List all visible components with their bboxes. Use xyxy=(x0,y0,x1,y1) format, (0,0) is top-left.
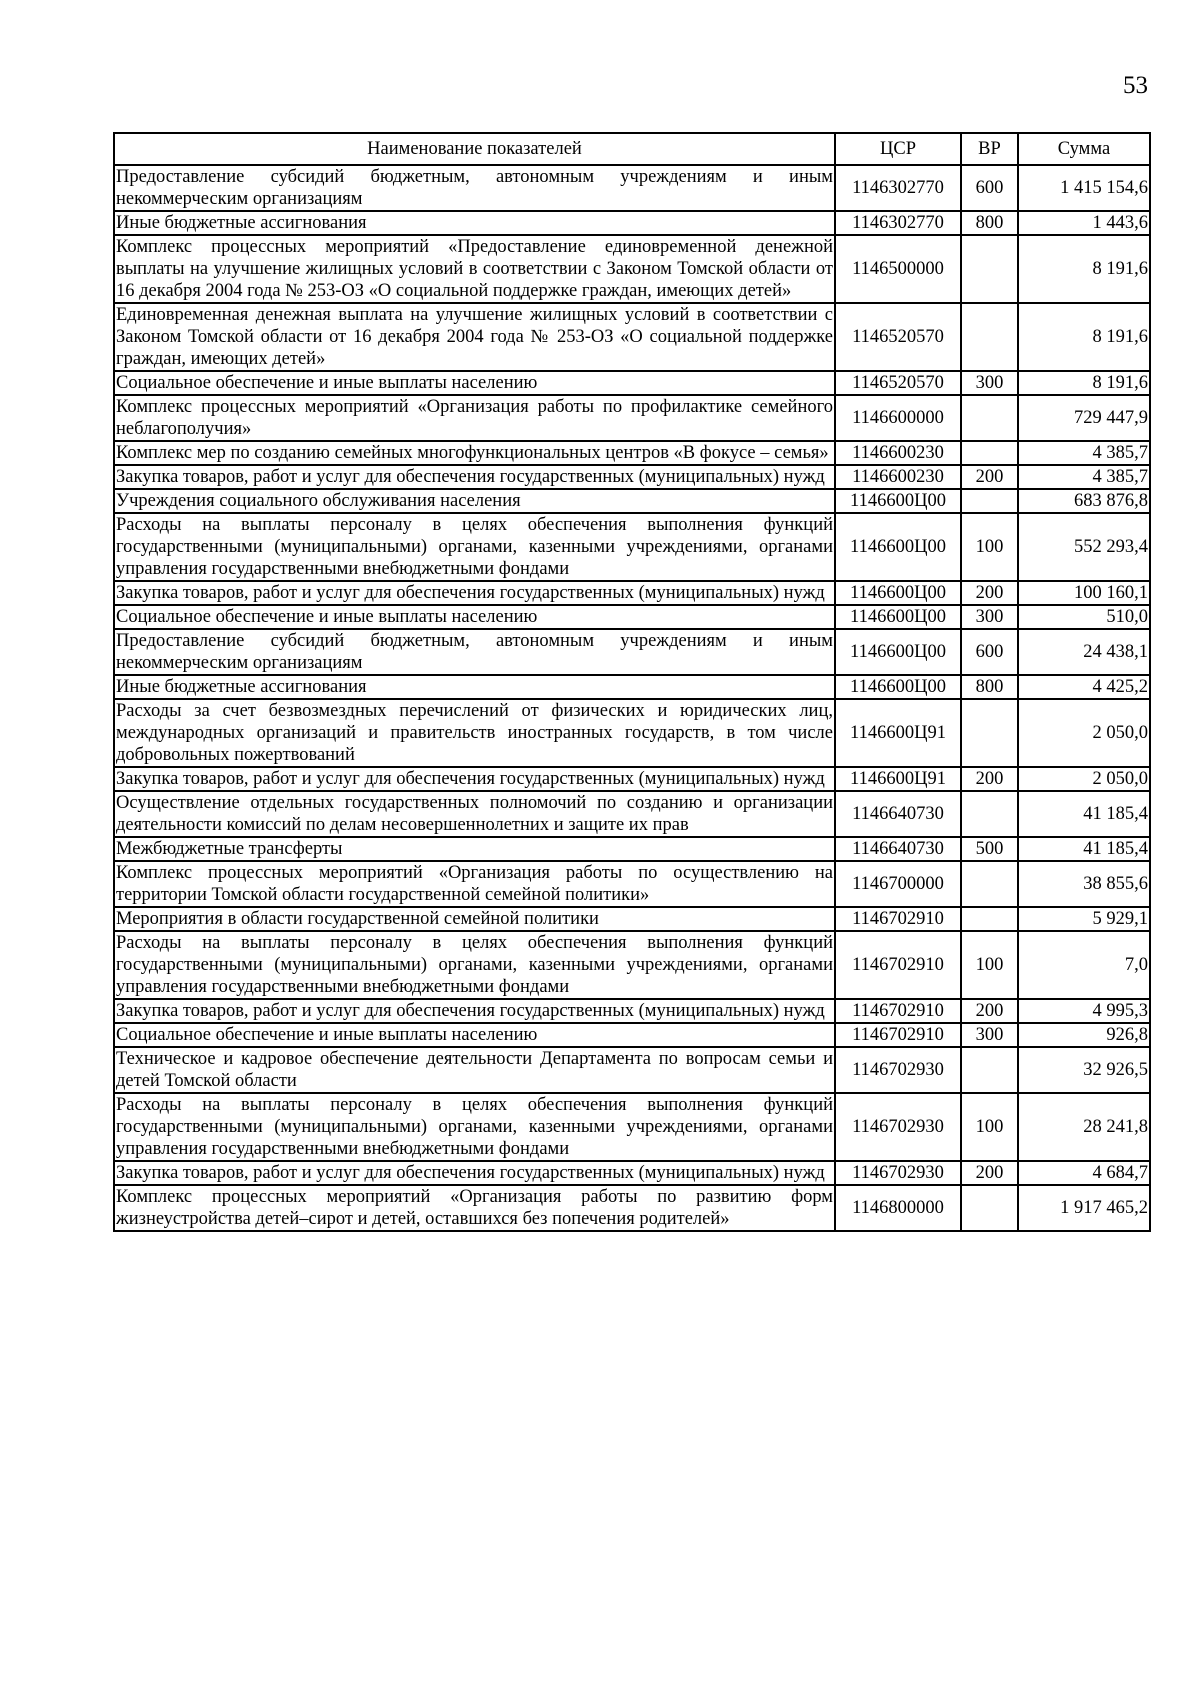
row-name: Иные бюджетные ассигнования xyxy=(114,211,835,235)
row-sum: 510,0 xyxy=(1018,605,1150,629)
row-vr: 300 xyxy=(961,605,1018,629)
header-vr: ВР xyxy=(961,133,1018,165)
row-sum: 8 191,6 xyxy=(1018,235,1150,303)
row-sum: 552 293,4 xyxy=(1018,513,1150,581)
row-sum: 1 917 465,2 xyxy=(1018,1185,1150,1231)
row-sum: 4 995,3 xyxy=(1018,999,1150,1023)
row-csr: 1146600000 xyxy=(835,395,961,441)
table-row xyxy=(114,581,1150,605)
row-name: Мероприятия в области государственной семейной политики xyxy=(114,907,835,931)
row-name: Социальное обеспечение и иные выплаты населению xyxy=(114,371,835,395)
table-row xyxy=(114,629,1150,675)
row-sum: 1 415 154,6 xyxy=(1018,165,1150,211)
table-row xyxy=(114,303,1150,371)
row-csr: 1146702910 xyxy=(835,999,961,1023)
row-name: Комплекс процессных мероприятий «Организация работы по профилактике семейного неблагополучия» xyxy=(116,397,833,439)
table-row xyxy=(114,371,1150,395)
row-sum: 7,0 xyxy=(1018,931,1150,999)
row-vr xyxy=(961,303,1018,371)
row-sum: 683 876,8 xyxy=(1018,489,1150,513)
row-name: Закупка товаров, работ и услуг для обеспечения государственных (муниципальных) нужд xyxy=(114,581,835,605)
row-name: Закупка товаров, работ и услуг для обеспечения государственных (муниципальных) нужд xyxy=(114,767,835,791)
page-number: 53 xyxy=(1123,72,1148,99)
table-row xyxy=(114,605,1150,629)
row-csr: 1146600Ц00 xyxy=(835,605,961,629)
row-vr: 300 xyxy=(961,1023,1018,1047)
row-csr: 1146600230 xyxy=(835,465,961,489)
row-sum: 2 050,0 xyxy=(1018,699,1150,767)
row-vr xyxy=(961,1047,1018,1093)
row-vr: 800 xyxy=(961,211,1018,235)
row-sum: 4 385,7 xyxy=(1018,465,1150,489)
row-name: Иные бюджетные ассигнования xyxy=(114,675,835,699)
row-name: Расходы на выплаты персоналу в целях обеспечения выполнения функций государственными (муниципальными) органами, казенными учреждениями, органами управления государственными внебюджетными фондами xyxy=(116,515,833,579)
row-csr: 1146702930 xyxy=(835,1161,961,1185)
row-sum: 100 160,1 xyxy=(1018,581,1150,605)
row-csr: 1146640730 xyxy=(835,837,961,861)
row-vr: 200 xyxy=(961,767,1018,791)
row-vr: 500 xyxy=(961,837,1018,861)
header-sum: Сумма xyxy=(1018,133,1150,165)
row-name: Закупка товаров, работ и услуг для обеспечения государственных (муниципальных) нужд xyxy=(114,1161,835,1185)
header-row xyxy=(114,133,1150,165)
row-csr: 1146600Ц00 xyxy=(835,581,961,605)
row-name: Учреждения социального обслуживания населения xyxy=(114,489,835,513)
row-name: Расходы на выплаты персоналу в целях обеспечения выполнения функций государственными (муниципальными) органами, казенными учреждениями, органами управления государственными внебюджетными фондами xyxy=(116,933,833,997)
row-vr: 100 xyxy=(961,931,1018,999)
row-sum: 729 447,9 xyxy=(1018,395,1150,441)
row-vr xyxy=(961,699,1018,767)
row-csr: 1146702910 xyxy=(835,931,961,999)
table-row xyxy=(114,211,1150,235)
row-csr: 1146520570 xyxy=(835,303,961,371)
row-sum: 4 425,2 xyxy=(1018,675,1150,699)
row-csr: 1146702930 xyxy=(835,1047,961,1093)
row-sum: 926,8 xyxy=(1018,1023,1150,1047)
table-row xyxy=(114,837,1150,861)
table-row xyxy=(114,235,1150,303)
header-csr: ЦСР xyxy=(835,133,961,165)
table-row xyxy=(114,489,1150,513)
row-sum: 8 191,6 xyxy=(1018,303,1150,371)
row-vr xyxy=(961,235,1018,303)
table-header xyxy=(114,133,1150,165)
table-row xyxy=(114,675,1150,699)
header-name: Наименование показателей xyxy=(114,133,835,165)
table-row xyxy=(114,1023,1150,1047)
row-name: Техническое и кадровое обеспечение деятельности Департамента по вопросам семьи и детей Томской области xyxy=(116,1049,833,1091)
row-name: Расходы за счет безвозмездных перечислений от физических и юридических лиц, международных организаций и правительств иностранных государств, в том числе добровольных пожертвований xyxy=(116,701,833,765)
row-vr: 300 xyxy=(961,371,1018,395)
table-row xyxy=(114,861,1150,907)
table-row xyxy=(114,513,1150,581)
row-name: Закупка товаров, работ и услуг для обеспечения государственных (муниципальных) нужд xyxy=(114,999,835,1023)
table-row xyxy=(114,465,1150,489)
row-vr: 200 xyxy=(961,465,1018,489)
table-row xyxy=(114,791,1150,837)
row-name: Комплекс процессных мероприятий «Предоставление единовременной денежной выплаты на улучшение жилищных условий в соответствии с Законом Томской области от 16 декабря 2004 года № 253-ОЗ «О социальной поддержке граждан, имеющих детей» xyxy=(116,237,833,301)
row-csr: 1146600230 xyxy=(835,441,961,465)
row-name: Комплекс мер по созданию семейных многофункциональных центров «В фокусе – семья» xyxy=(114,441,835,465)
table-row xyxy=(114,1093,1150,1161)
row-sum: 1 443,6 xyxy=(1018,211,1150,235)
row-vr xyxy=(961,907,1018,931)
row-vr: 200 xyxy=(961,999,1018,1023)
row-vr: 600 xyxy=(961,629,1018,675)
row-sum: 32 926,5 xyxy=(1018,1047,1150,1093)
row-name: Единовременная денежная выплата на улучшение жилищных условий в соответствии с Законом Томской области от 16 декабря 2004 года № 253-ОЗ «О социальной поддержке граждан, имеющих детей» xyxy=(116,305,833,369)
table-row xyxy=(114,907,1150,931)
row-vr: 600 xyxy=(961,165,1018,211)
row-vr xyxy=(961,489,1018,513)
table-row xyxy=(114,1161,1150,1185)
row-sum: 8 191,6 xyxy=(1018,371,1150,395)
row-csr: 1146600Ц00 xyxy=(835,629,961,675)
row-csr: 1146800000 xyxy=(835,1185,961,1231)
row-csr: 1146702910 xyxy=(835,907,961,931)
row-csr: 1146702910 xyxy=(835,1023,961,1047)
row-csr: 1146600Ц91 xyxy=(835,699,961,767)
row-csr: 1146640730 xyxy=(835,791,961,837)
table-body xyxy=(114,165,1150,1231)
row-vr: 200 xyxy=(961,1161,1018,1185)
row-name: Социальное обеспечение и иные выплаты населению xyxy=(114,605,835,629)
table-row xyxy=(114,441,1150,465)
row-csr: 1146600Ц00 xyxy=(835,675,961,699)
row-sum: 38 855,6 xyxy=(1018,861,1150,907)
row-name: Межбюджетные трансферты xyxy=(114,837,835,861)
table-row xyxy=(114,1185,1150,1231)
table-row xyxy=(114,999,1150,1023)
row-csr: 1146600Ц00 xyxy=(835,513,961,581)
row-sum: 5 929,1 xyxy=(1018,907,1150,931)
row-vr xyxy=(961,441,1018,465)
row-csr: 1146700000 xyxy=(835,861,961,907)
row-csr: 1146520570 xyxy=(835,371,961,395)
table-row xyxy=(114,699,1150,767)
row-csr: 1146302770 xyxy=(835,211,961,235)
row-csr: 1146600Ц00 xyxy=(835,489,961,513)
row-vr: 800 xyxy=(961,675,1018,699)
table-row xyxy=(114,395,1150,441)
row-vr xyxy=(961,395,1018,441)
row-sum: 2 050,0 xyxy=(1018,767,1150,791)
row-vr: 200 xyxy=(961,581,1018,605)
row-vr xyxy=(961,791,1018,837)
row-name: Предоставление субсидий бюджетным, автономным учреждениям и иным некоммерческим организациям xyxy=(116,631,833,673)
row-vr xyxy=(961,1185,1018,1231)
table-row xyxy=(114,165,1150,211)
row-sum: 4 684,7 xyxy=(1018,1161,1150,1185)
table-row xyxy=(114,931,1150,999)
row-csr: 1146702930 xyxy=(835,1093,961,1161)
row-csr: 1146500000 xyxy=(835,235,961,303)
row-sum: 28 241,8 xyxy=(1018,1093,1150,1161)
table-row xyxy=(114,767,1150,791)
row-csr: 1146302770 xyxy=(835,165,961,211)
row-name: Комплекс процессных мероприятий «Организация работы по осуществлению на территории Томской области государственной семейной политики» xyxy=(116,863,833,905)
budget-table xyxy=(113,132,1151,1232)
row-vr xyxy=(961,861,1018,907)
table-row xyxy=(114,1047,1150,1093)
row-name: Осуществление отдельных государственных полномочий по созданию и организации деятельности комиссий по делам несовершеннолетних и защите их прав xyxy=(116,793,833,835)
row-name: Расходы на выплаты персоналу в целях обеспечения выполнения функций государственными (муниципальными) органами, казенными учреждениями, органами управления государственными внебюджетными фондами xyxy=(116,1095,833,1159)
row-sum: 41 185,4 xyxy=(1018,791,1150,837)
row-sum: 41 185,4 xyxy=(1018,837,1150,861)
row-vr: 100 xyxy=(961,1093,1018,1161)
row-name: Закупка товаров, работ и услуг для обеспечения государственных (муниципальных) нужд xyxy=(114,465,835,489)
row-name: Комплекс процессных мероприятий «Организация работы по развитию форм жизнеустройства детей–сирот и детей, оставшихся без попечения родителей» xyxy=(116,1187,833,1229)
row-name: Социальное обеспечение и иные выплаты населению xyxy=(114,1023,835,1047)
row-csr: 1146600Ц91 xyxy=(835,767,961,791)
row-sum: 24 438,1 xyxy=(1018,629,1150,675)
row-vr: 100 xyxy=(961,513,1018,581)
row-sum: 4 385,7 xyxy=(1018,441,1150,465)
row-name: Предоставление субсидий бюджетным, автономным учреждениям и иным некоммерческим организациям xyxy=(116,167,833,209)
